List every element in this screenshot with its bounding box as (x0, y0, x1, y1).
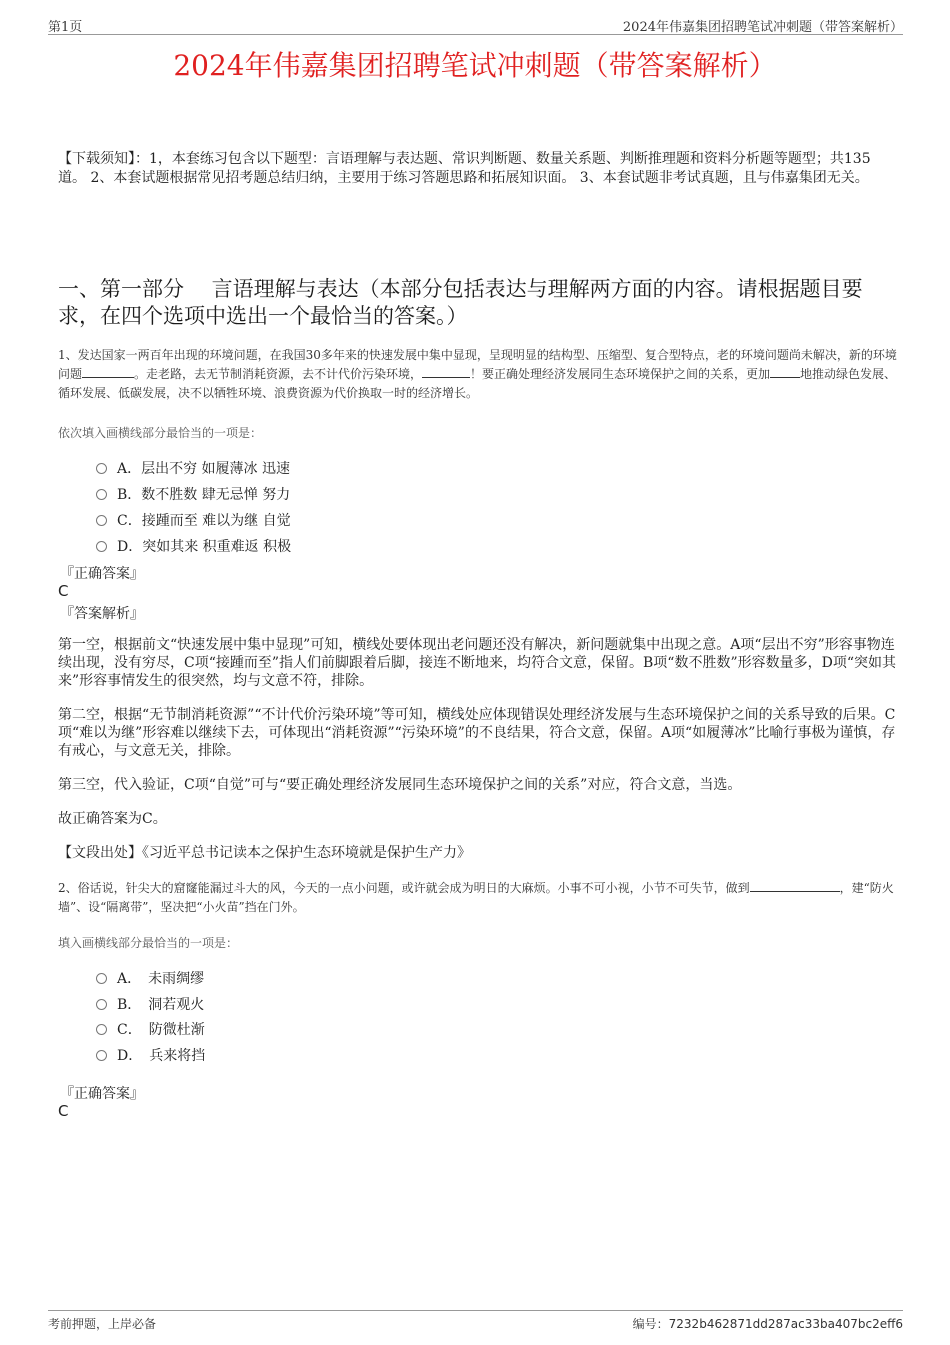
page-header (48, 14, 903, 35)
radio-icon[interactable] (96, 973, 107, 984)
question-1-text: 1、发达国家一两百年出现的环境问题，在我国30多年来的快速发展中集中显现，呈现明显的结构型、压缩型、复合型特点，老的环境问题尚未解决，新的环境问题 。走老路，去无节制消耗资源，去不计代价污染环境， ！要正确处理经济发展同生态环境保护之间的关系，更加 地推动绿色发展、循环发展、低碳发展，决不以牺牲环境、浪费资源为代价换取一时的经济增长。 (58, 348, 897, 400)
blank-1 (82, 365, 134, 378)
q1-analysis-paragraph-3: 第三空，代入验证，C项“自觉”可与“要正确处理经济发展同生态环境保护之间的关系”对应，符合文意，当选。 (58, 777, 742, 793)
radio-icon[interactable] (96, 1050, 107, 1061)
blank-4 (750, 879, 840, 892)
q2-answer-label: 『正确答案』 (60, 1086, 144, 1102)
q1-option-a[interactable]: A．层出不穷 如履薄冰 迅速 (96, 458, 290, 480)
q1-option-b[interactable]: B．数不胜数 肆无忌惮 努力 (96, 484, 290, 506)
q1-analysis-paragraph-4: 故正确答案为C。 (58, 811, 167, 827)
radio-icon[interactable] (96, 515, 107, 526)
q2-answer: C (58, 1102, 69, 1120)
question-2-text: 2、俗话说，针尖大的窟窿能漏过斗大的风，今天的一点小问题，或许就会成为明日的大麻烦。小事不可小视，小节不可失节，做到 ，建“防火墙”、设“隔离带”，坚决把“小火苗”挡在门外。 (58, 881, 894, 914)
q1-option-d[interactable]: D．突如其来 积重难返 积极 (96, 536, 291, 558)
footer-serial: 编号：7232b462871dd287ac33ba407bc2eff6 (632, 1317, 903, 1331)
page-footer (48, 1310, 903, 1335)
download-notice: 【下载须知】：1，本套练习包含以下题型：言语理解与表达题、常识判断题、数量关系题、判断推理题和资料分析题等题型；共135道。 2、本套试题根据常见招考题总结归纳，主要用于练习答题思路和拓展知识面。 3、本套试题非考试真题，且与伟嘉集团无关。 (58, 151, 871, 186)
q1-analysis-label: 『答案解析』 (60, 606, 144, 622)
q2-option-a[interactable]: A． 未雨绸缪 (96, 968, 204, 990)
q2-option-d[interactable]: D． 兵来将挡 (96, 1045, 205, 1067)
q2-option-c[interactable]: C． 防微杜渐 (96, 1019, 205, 1041)
section-heading: 一、第一部分 言语理解与表达（本部分包括表达与理解两方面的内容。请根据题目要求，在四个选项中选出一个最恰当的答案。） (58, 277, 863, 328)
q1-analysis-paragraph-2: 第二空，根据“无节制消耗资源”“不计代价污染环境”等可知，横线处应体现错误处理经济发展与生态环境保护之间的关系导致的后果。C项“难以为继”形容难以继续下去，可体现出“消耗资源”“污染环境”的不良结果，符合文意，保留。A项“如履薄冰”比喻行事极为谨慎，存有戒心，与文意无关，排除。 (58, 707, 896, 759)
q2-option-b[interactable]: B． 洞若观火 (96, 994, 204, 1016)
q1-source: 【文段出处】《习近平总书记读本之保护生态环境就是保护生产力》 (58, 845, 471, 861)
radio-icon[interactable] (96, 463, 107, 474)
blank-3 (770, 365, 800, 378)
footer-slogan: 考前押题，上岸必备 (48, 1317, 157, 1331)
document-title: 2024年伟嘉集团招聘笔试冲刺题（带答案解析） (173, 49, 777, 82)
blank-2 (422, 365, 470, 378)
radio-icon[interactable] (96, 541, 107, 552)
q1-answer-label: 『正确答案』 (60, 566, 144, 582)
q1-answer: C (58, 582, 69, 600)
radio-icon[interactable] (96, 1024, 107, 1035)
q1-option-c[interactable]: C．接踵而至 难以为继 自觉 (96, 510, 291, 532)
q1-analysis-paragraph-1: 第一空，根据前文“快速发展中集中显现”可知，横线处要体现出老问题还没有解决，新问题就集中出现之意。A项“层出不穷”形容事物连续出现，没有穷尽，C项“接踵而至”指人们前脚跟着后脚，接连不断地来，均符合文意，保留。B项“数不胜数”形容数量多，D项“突如其来”形容事情发生的很突然，均与文意不符，排除。 (58, 637, 897, 689)
question-1-stem: 依次填入画横线部分最恰当的一项是： (58, 426, 263, 440)
question-2-stem: 填入画横线部分最恰当的一项是： (58, 936, 239, 950)
page-number: 第1页 (48, 20, 83, 35)
radio-icon[interactable] (96, 999, 107, 1010)
radio-icon[interactable] (96, 489, 107, 500)
header-doc-title: 2024年伟嘉集团招聘笔试冲刺题（带答案解析） (622, 20, 903, 35)
